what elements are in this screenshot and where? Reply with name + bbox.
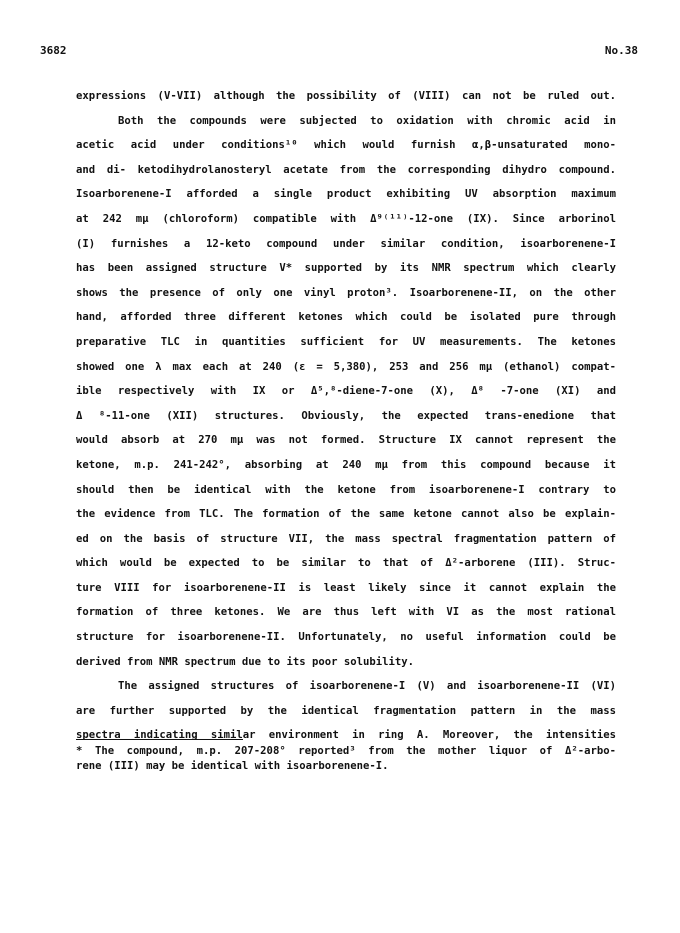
paragraph-end-line: derived from NMR spectrum due to its poor solubility. xyxy=(76,655,415,668)
paragraph-start-line: The assigned structures of isoarborenene-I (V) and isoarborenene-II (VI) xyxy=(118,680,616,693)
text-line: which would be expected to be similar to that of Δ²-arborene (III). Struc- xyxy=(76,557,616,570)
paragraph-start-line: Both the compounds were subjected to oxidation with chromic acid in xyxy=(118,114,616,127)
text-line: hand, afforded three different ketones which could be isolated pure through xyxy=(76,311,616,324)
text-line: ture VIII for isoarborenene-II is least likely since it cannot explain the xyxy=(76,581,616,594)
text-line: shows the presence of only one vinyl proton³. Isoarborenene-II, on the other xyxy=(76,286,616,299)
page-number: 3682 xyxy=(40,44,67,57)
text-line: Δ ⁸-11-one (XII) structures. Obviously, the expected trans-enedione that xyxy=(76,409,616,422)
footnote-line: * The compound, m.p. 207-208° reported³ from the mother liquor of Δ²-arbo- xyxy=(76,745,616,757)
text-line: expressions (V-VII) although the possibility of (VIII) can not be ruled out. xyxy=(76,90,616,102)
text-line: structure for isoarborenene-II. Unfortunately, no useful information could be xyxy=(76,631,616,644)
footnote-rule xyxy=(76,739,243,740)
text-line: are further supported by the identical fragmentation pattern in the mass xyxy=(76,704,616,717)
text-line: ed on the basis of structure VII, the mass spectral fragmentation pattern of xyxy=(76,532,616,545)
footnote xyxy=(76,744,616,774)
text-line: (I) furnishes a 12-keto compound under similar condition, isoarborenene-I xyxy=(76,237,616,250)
text-line: ible respectively with IX or Δ⁵,⁸-diene-7-one (X), Δ⁸ -7-one (XI) and xyxy=(76,385,616,398)
main-text xyxy=(76,84,616,748)
issue-number: No.38 xyxy=(604,44,638,57)
text-line: at 242 mμ (chloroform) compatible with Δ⁹⁽¹¹⁾-12-one (IX). Since arborinol xyxy=(76,212,616,225)
text-line: the evidence from TLC. The formation of the same ketone cannot also be explain- xyxy=(76,508,616,521)
text-line: Isoarborenene-I afforded a single product exhibiting UV absorption maximum xyxy=(76,188,616,201)
text-line: has been assigned structure V* supported by its NMR spectrum which clearly xyxy=(76,262,616,275)
footnote-line: rene (III) may be identical with isoarborenene-I. xyxy=(76,760,389,772)
text-line: and di- ketodihydrolanosteryl acetate from the corresponding dihydro compound. xyxy=(76,163,616,176)
text-line: acetic acid under conditions¹⁰ which would furnish α,β-unsaturated mono- xyxy=(76,139,616,152)
text-line: preparative TLC in quantities sufficient for UV measurements. The ketones xyxy=(76,335,616,348)
text-line: formation of three ketones. We are thus left with VI as the most rational xyxy=(76,606,616,619)
text-line: would absorb at 270 mμ was not formed. Structure IX cannot represent the xyxy=(76,434,616,447)
text-line: ketone, m.p. 241-242°, absorbing at 240 mμ from this compound because it xyxy=(76,458,616,471)
text-line: showed one λ max each at 240 (ε = 5,380), 253 and 256 mμ (ethanol) compat- xyxy=(76,360,616,373)
text-line: spectra indicating similar environment in ring A. Moreover, the intensities xyxy=(76,729,616,742)
text-line: should then be identical with the ketone from isoarborenene-I contrary to xyxy=(76,483,616,496)
